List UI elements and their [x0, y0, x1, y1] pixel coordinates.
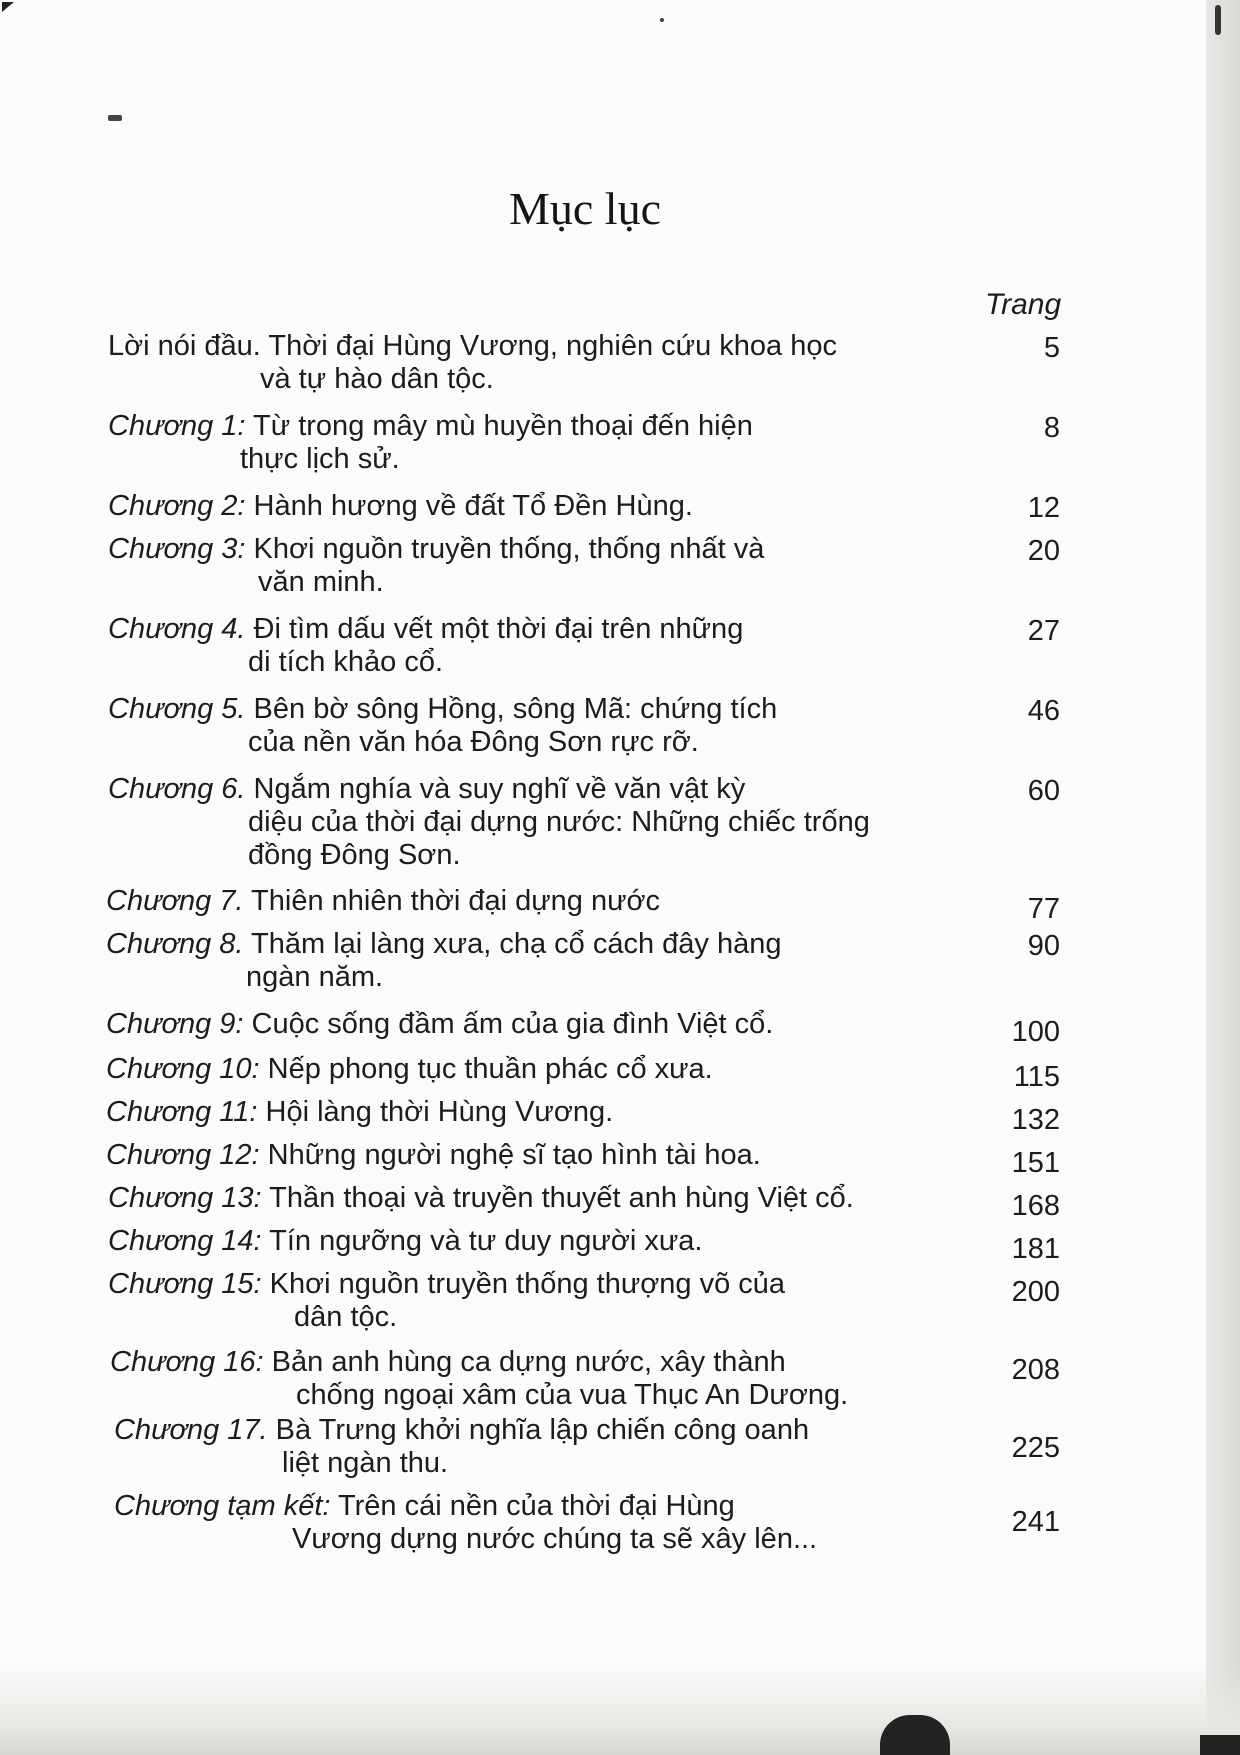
chapter-label: Chương 4.: [108, 613, 246, 645]
toc-entry-first-line: [114, 1490, 735, 1522]
chapter-title: Cuộc sống đầm ấm của gia đình Việt cổ.: [251, 1008, 774, 1040]
chapter-title: Thiên nhiên thời đại dựng nước: [251, 885, 661, 917]
corner-mark: [2, 2, 14, 12]
page-title: Mục lục: [508, 183, 661, 234]
page-number: 20: [1027, 535, 1060, 567]
page-number: 132: [1011, 1104, 1060, 1136]
chapter-title: Hội làng thời Hùng Vương.: [265, 1096, 614, 1128]
chapter-title: Tín ngưỡng và tư duy người xưa.: [269, 1225, 703, 1257]
page-number: 225: [1011, 1432, 1060, 1464]
chapter-title-continuation: thực lịch sử.: [240, 443, 400, 475]
chapter-label: Chương 16:: [110, 1346, 264, 1378]
chapter-label: Chương 13:: [108, 1182, 262, 1214]
chapter-label: Chương 9:: [106, 1008, 244, 1040]
toc-entry-text: [108, 410, 753, 476]
chapter-title-continuation: Vương dựng nước chúng ta sẽ xây lên...: [292, 1523, 818, 1555]
chapter-label: Chương 7.: [106, 885, 244, 917]
chapter-label: Chương 15:: [108, 1268, 262, 1300]
toc-entry-text: [114, 1414, 809, 1480]
page-number: 241: [1011, 1506, 1060, 1538]
page-number: 46: [1027, 695, 1060, 727]
chapter-label: Chương 17.: [114, 1414, 268, 1446]
chapter-title: Thần thoại và truyền thuyết anh hùng Việt cổ.: [269, 1182, 854, 1214]
toc-entry-text: [108, 1268, 785, 1334]
toc-entry-first-line: [106, 928, 781, 960]
chapter-title: Khơi nguồn truyền thống, thống nhất và: [253, 533, 765, 565]
dust-speck: [660, 18, 664, 22]
page-number: 12: [1027, 492, 1060, 524]
page-number: 208: [1011, 1354, 1060, 1386]
toc-entry-first-line: [108, 1268, 785, 1300]
toc-entry-text: [108, 330, 837, 396]
chapter-title: Đi tìm dấu vết một thời đại trên những: [253, 613, 744, 645]
toc-entry-first-line: [108, 533, 764, 565]
chapter-title: Khơi nguồn truyền thống thượng võ của: [269, 1268, 786, 1300]
chapter-label: Chương 1:: [108, 410, 246, 442]
chapter-title-continuation: diệu của thời đại dựng nước: Những chiếc trống: [248, 806, 870, 838]
page-number: 77: [1027, 893, 1060, 925]
chapter-title-continuation: dân tộc.: [294, 1301, 398, 1333]
chapter-label: Chương 3:: [108, 533, 246, 565]
chapter-label: Chương 11:: [106, 1096, 258, 1128]
dust-speck: [108, 115, 122, 121]
chapter-title: Bản anh hùng ca dựng nước, xây thành: [271, 1346, 786, 1378]
page-number: 181: [1011, 1233, 1060, 1265]
toc-entry-first-line: [114, 1414, 809, 1446]
toc-entry-text: [106, 1053, 713, 1086]
toc-entry-text: [106, 885, 660, 918]
toc-entry-text: [106, 1008, 773, 1041]
toc-entry-first-line: [108, 693, 777, 725]
toc-entry-text: [108, 773, 870, 872]
page-bottom-shadow: [0, 1665, 1240, 1755]
chapter-label: Chương 14:: [108, 1225, 262, 1257]
page-number: 8: [1043, 412, 1060, 444]
page-number: 60: [1027, 775, 1060, 807]
chapter-title-continuation: của nền văn hóa Đông Sơn rực rỡ.: [248, 726, 699, 758]
page-number: 151: [1011, 1147, 1060, 1179]
toc-entry-text: [114, 1490, 817, 1556]
bottom-edge-mark: [1200, 1735, 1240, 1755]
toc-entry-text: [108, 1182, 854, 1215]
dust-speck: [1215, 5, 1221, 35]
toc-entry-first-line: [110, 1346, 786, 1378]
page-number: 5: [1043, 332, 1060, 364]
page-number: 27: [1027, 615, 1060, 647]
chapter-title: Ngắm nghía và suy nghĩ về văn vật kỳ: [253, 773, 746, 805]
toc-entry-first-line: [108, 490, 693, 522]
chapter-title-continuation: liệt ngàn thu.: [282, 1447, 449, 1479]
chapter-title: Thăm lại làng xưa, chạ cổ cách đây hàng: [251, 928, 782, 960]
page-column-label: Trang: [985, 288, 1062, 321]
toc-entry-first-line: [106, 1139, 761, 1171]
chapter-title: Lời nói đầu. Thời đại Hùng Vương, nghiên cứu khoa học: [108, 330, 837, 362]
toc-entry-first-line: [108, 330, 837, 362]
toc-entry-text: [108, 533, 764, 599]
toc-entry-text: [108, 490, 693, 523]
toc-entry-first-line: [108, 613, 743, 645]
page-number: 100: [1011, 1016, 1060, 1048]
chapter-label: Chương 10:: [106, 1053, 260, 1085]
chapter-title-continuation: đồng Đông Sơn.: [248, 839, 461, 871]
chapter-label: Chương 8.: [106, 928, 244, 960]
toc-entry-text: [106, 928, 781, 994]
chapter-title-continuation: chống ngoại xâm của vua Thục An Dương.: [296, 1379, 849, 1411]
chapter-title-continuation: và tự hào dân tộc.: [260, 363, 494, 395]
chapter-title: Bên bờ sông Hồng, sông Mã: chứng tích: [253, 693, 778, 725]
toc-entry-text: [106, 1139, 761, 1172]
toc-entry-text: [108, 693, 777, 759]
page-number: 90: [1027, 930, 1060, 962]
toc-entry-first-line: [108, 1182, 854, 1214]
toc-entry-first-line: [106, 1008, 773, 1040]
toc-entry-text: [106, 1096, 613, 1129]
chapter-title: Nếp phong tục thuần phác cổ xưa.: [267, 1053, 713, 1085]
page-number: 115: [1013, 1061, 1060, 1093]
chapter-title: Những người nghệ sĩ tạo hình tài hoa.: [267, 1139, 761, 1171]
chapter-title-continuation: văn minh.: [258, 566, 384, 598]
chapter-label: Chương 5.: [108, 693, 246, 725]
chapter-label: Chương tạm kết:: [114, 1490, 331, 1522]
toc-entry-first-line: [106, 885, 660, 917]
page-edge-shadow: [1206, 0, 1240, 1755]
chapter-label: Chương 12:: [106, 1139, 260, 1171]
chapter-label: Chương 2:: [108, 490, 246, 522]
page-number: 200: [1011, 1276, 1060, 1308]
toc-entry-first-line: [106, 1096, 613, 1128]
chapter-title: Trên cái nền của thời đại Hùng: [338, 1490, 735, 1522]
chapter-title-continuation: di tích khảo cổ.: [248, 646, 444, 678]
toc-entry-first-line: [108, 1225, 702, 1257]
chapter-label: Chương 6.: [108, 773, 246, 805]
chapter-title-continuation: ngàn năm.: [246, 961, 384, 993]
chapter-title: Bà Trưng khởi nghĩa lập chiến công oanh: [275, 1414, 810, 1446]
toc-entry-first-line: [106, 1053, 713, 1085]
chapter-title: Hành hương về đất Tổ Đền Hùng.: [253, 490, 693, 522]
toc-entry-first-line: [108, 410, 753, 442]
page-number: 168: [1011, 1190, 1060, 1222]
toc-entry-text: [108, 1225, 702, 1258]
chapter-title: Từ trong mây mù huyền thoại đến hiện: [253, 410, 753, 442]
toc-entry-first-line: [108, 773, 745, 805]
toc-entry-text: [108, 613, 743, 679]
toc-entry-text: [110, 1346, 848, 1412]
